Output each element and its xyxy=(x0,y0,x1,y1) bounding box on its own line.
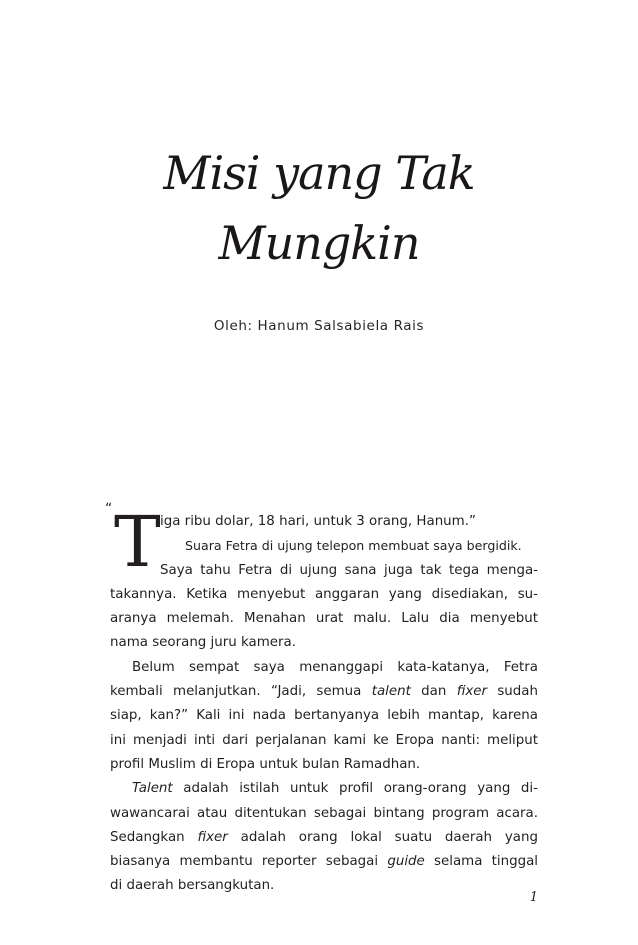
chapter-title-line-2: Mungkin xyxy=(218,216,420,270)
text-line-12 xyxy=(110,777,538,801)
text-line-14 xyxy=(110,826,538,850)
text-line-8-a: kembali melanjutkan. “Jadi, semua xyxy=(110,684,372,700)
author-byline: Oleh: Hanum Salsabiela Rais xyxy=(213,318,425,334)
chapter-title xyxy=(0,138,638,278)
text-line-12-b: adalah istilah untuk profil orang-orang yang di- xyxy=(172,781,538,797)
chapter-title-line-1: Misi yang Tak xyxy=(163,146,475,200)
term-fixer: fixer xyxy=(456,684,488,700)
term-talent-2: Talent xyxy=(132,781,173,797)
text-line-15-a: biasanya membantu reporter sebagai xyxy=(110,854,388,870)
drop-cap xyxy=(105,501,161,583)
text-line-3: Saya tahu Fetra di ujung sana juga tak tega menga- xyxy=(160,562,538,578)
term-talent: talent xyxy=(371,684,411,700)
text-line-10: ini menjadi inti dari perjalanan kami ke Eropa nanti: meliput xyxy=(110,732,538,748)
text-line-15 xyxy=(110,850,538,874)
text-line-11: profil Muslim di Eropa untuk bulan Ramadhan. xyxy=(110,756,421,772)
text-line-1: iga ribu dolar, 18 hari, untuk 3 orang, Hanum.” xyxy=(160,514,476,529)
page-number: 1 xyxy=(529,890,538,905)
term-guide: guide xyxy=(387,854,425,870)
text-line-15-c: selama tinggal xyxy=(424,854,538,870)
text-line-4: takannya. Ketika menyebut anggaran yang disediakan, su- xyxy=(110,586,538,602)
text-line-5: aranya melemah. Menahan urat malu. Lalu dia menyebut xyxy=(110,611,538,627)
text-line-8-c: dan xyxy=(410,684,457,700)
drop-cap-quote: “ xyxy=(105,501,113,517)
text-line-7: Belum sempat saya menanggapi kata-katanya, Fetra xyxy=(132,659,538,675)
text-line-14-c: adalah orang lokal suatu daerah yang xyxy=(227,829,538,845)
drop-cap-letter: T xyxy=(114,501,161,583)
text-line-8-e: sudah xyxy=(487,684,538,700)
text-line-8 xyxy=(110,680,538,704)
term-fixer-2: fixer xyxy=(197,829,228,845)
text-line-9: siap, kan?” Kali ini nada bertanyanya lebih mantap, karena xyxy=(110,708,538,724)
text-line-13: wawancarai atau ditentukan sebagai bintang program acara. xyxy=(110,805,538,821)
text-line-16: di daerah bersangkutan. xyxy=(110,878,275,894)
chapter-body xyxy=(105,501,538,899)
text-line-2: Suara Fetra di ujung telepon membuat saya bergidik. xyxy=(185,538,522,554)
text-line-6: nama seorang juru kamera. xyxy=(110,635,296,651)
text-line-14-a: Sedangkan xyxy=(110,829,198,845)
